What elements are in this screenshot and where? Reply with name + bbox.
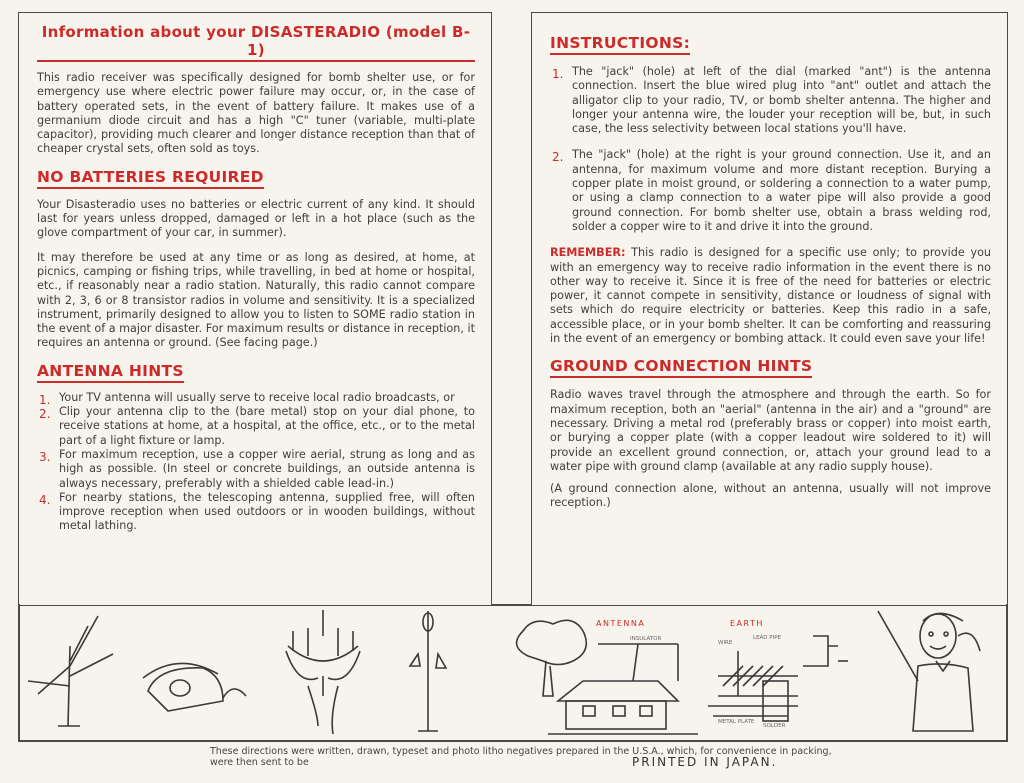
right-panel bbox=[531, 12, 1008, 606]
ground-paragraph-1: Radio waves travel through the atmosphere and through the earth. So for maximum reception, both an "aerial" (antenna in the air) and a "ground" are necessary. Driving a metal rod (preferably brass or copper) into moist earth, or burying a copper plate (with a copper leadout wire soldered to it) will provide an excellent ground connection, or, attach your ground lead to a water pipe with ground clamp (available at any radio supply house). bbox=[550, 388, 991, 473]
instruction-number: 1. bbox=[552, 67, 564, 81]
antenna-hints-heading: ANTENNA HINTS bbox=[37, 362, 184, 383]
page-title: Information about your DISASTERADIO (model B-1) bbox=[37, 23, 475, 62]
antenna-hint-item bbox=[37, 448, 475, 491]
hint-number: 2. bbox=[39, 407, 51, 422]
label-solder: SOLDER bbox=[763, 723, 786, 729]
hint-number: 1. bbox=[39, 392, 51, 407]
ground-paragraph-2: (A ground connection alone, without an antenna, usually will not improve reception.) bbox=[550, 482, 991, 510]
label-lead-pipe: LEAD PIPE bbox=[753, 635, 782, 641]
hint-text: Clip your antenna clip to the (bare metal) stop on your dial phone, to receive stations at home, at a hospital, at the office, etc., or to the metal part of a light fixture or lamp. bbox=[59, 405, 475, 447]
hint-number: 3. bbox=[39, 449, 51, 464]
antenna-hint-item bbox=[37, 491, 475, 534]
chandelier-illustration bbox=[286, 610, 360, 734]
ground-connection-illustration bbox=[708, 636, 848, 721]
pointer-man-illustration bbox=[878, 611, 980, 731]
hint-text: Your TV antenna will usually serve to receive local radio broadcasts, or bbox=[59, 390, 455, 404]
footer-text: These directions were written, drawn, typeset and photo litho negatives prepared in the U.S.A., which, for convenience in packing, were then sent to be bbox=[210, 746, 832, 768]
label-antenna: ANTENNA bbox=[596, 619, 646, 628]
no-batteries-paragraph-2: It may therefore be used at any time or as long as desired, at home, at picnics, camping or fishing trips, while travelling, in bed at home or hospital, etc., if reasonably near a radio station. Naturally, this radio cannot compare with 2, 3, 6 or 8 transistor radios in volume and sensitivity. It is a specialized instrument, primarily designed to allow you to listen to SOME radio station in the event of a major disaster. For maximum results or distance in reception, it requires an antenna or ground. (See facing page.) bbox=[37, 250, 475, 350]
hint-text: For maximum reception, use a copper wire aerial, strung as long and as high as possible. (In steel or concrete buildings, an outside antenna is always necessary, preferably with a shielded cable lead-in.) bbox=[59, 447, 475, 490]
left-panel bbox=[18, 12, 492, 606]
floor-lamp-illustration bbox=[410, 611, 446, 731]
no-batteries-heading: NO BATTERIES REQUIRED bbox=[37, 168, 264, 189]
hint-text: For nearby stations, the telescoping antenna, supplied free, will often improve reception when used outdoors or in wooden buildings, without metal lathing. bbox=[59, 490, 475, 533]
remember-text: This radio is designed for a specific use only; to provide you with an emergency way to receive radio information in the event there is no other way to receive it. Since it is free of the need for batteries or electric power, it cannot compete in sensitivity, distance or loudness of signal with sets which do require electricity or batteries. Keep this radio in a safe, accessible place, or in your bomb shelter. It can be comforting and reassuring in the event of an emergency or bombing attack. It could even save your life! bbox=[550, 246, 991, 346]
instructions-list bbox=[550, 65, 991, 234]
label-metal-plate: METAL PLATE bbox=[718, 719, 755, 725]
antenna-hint-item bbox=[37, 391, 475, 405]
remember-label: REMEMBER: bbox=[550, 246, 626, 260]
tv-antenna-illustration bbox=[28, 616, 113, 726]
instruction-text: The "jack" (hole) at left of the dial (marked "ant") is the antenna connection. Insert the blue wired plug into "ant" outlet and attach the alligator clip to your radio, TV, or bomb shelter antenna. The higher and longer your antenna wire, the louder your reception will be, but, in such case, the less selectivity between local stations you'll have. bbox=[572, 65, 991, 136]
no-batteries-paragraph-1: Your Disasteradio uses no batteries or electric current of any kind. It should last for years unless dropped, damaged or left in a hot place (such as the glove compartment of your car, in summer). bbox=[37, 197, 475, 240]
printed-in-japan: PRINTED IN JAPAN. bbox=[632, 755, 778, 769]
antenna-hints-list bbox=[37, 391, 475, 534]
instruction-item bbox=[550, 148, 991, 234]
remember-paragraph bbox=[550, 246, 991, 346]
instruction-item bbox=[550, 65, 991, 136]
instruction-number: 2. bbox=[552, 150, 564, 165]
instruction-text: The "jack" (hole) at the right is your ground connection. Use it, and an antenna, for maximum volume and more distant reception. Burying a copper plate in moist ground, or soldering a connection to a water pump, or using a clamp connection to a water pipe will also provide a good ground connection. For bomb shelter use, obtain a brass welding rod, solder a copper wire to it and drive it into the ground. bbox=[572, 148, 991, 233]
house-antenna-illustration bbox=[517, 620, 698, 734]
instructions-heading: INSTRUCTIONS: bbox=[550, 34, 690, 55]
label-insulator: INSULATOR bbox=[630, 636, 662, 642]
dial-phone-illustration bbox=[143, 663, 246, 711]
antenna-hint-item bbox=[37, 405, 475, 448]
illustration-strip bbox=[18, 606, 1008, 741]
intro-paragraph: This radio receiver was specifically designed for bomb shelter use, or for emergency use where electric power failure may occur, or, in the case of battery operated sets, in the event of battery failure. It makes use of a germanium diode circuit and has a high "C" tuner (variable, multi-plate capacitor), providing much clearer and longer distance reception than that of cheaper crystal sets, often sold as toys. bbox=[37, 71, 475, 156]
hint-number: 4. bbox=[39, 492, 51, 507]
label-earth: EARTH bbox=[730, 619, 764, 628]
ground-hints-heading: GROUND CONNECTION HINTS bbox=[550, 357, 812, 378]
label-wire: WIRE bbox=[718, 640, 733, 646]
